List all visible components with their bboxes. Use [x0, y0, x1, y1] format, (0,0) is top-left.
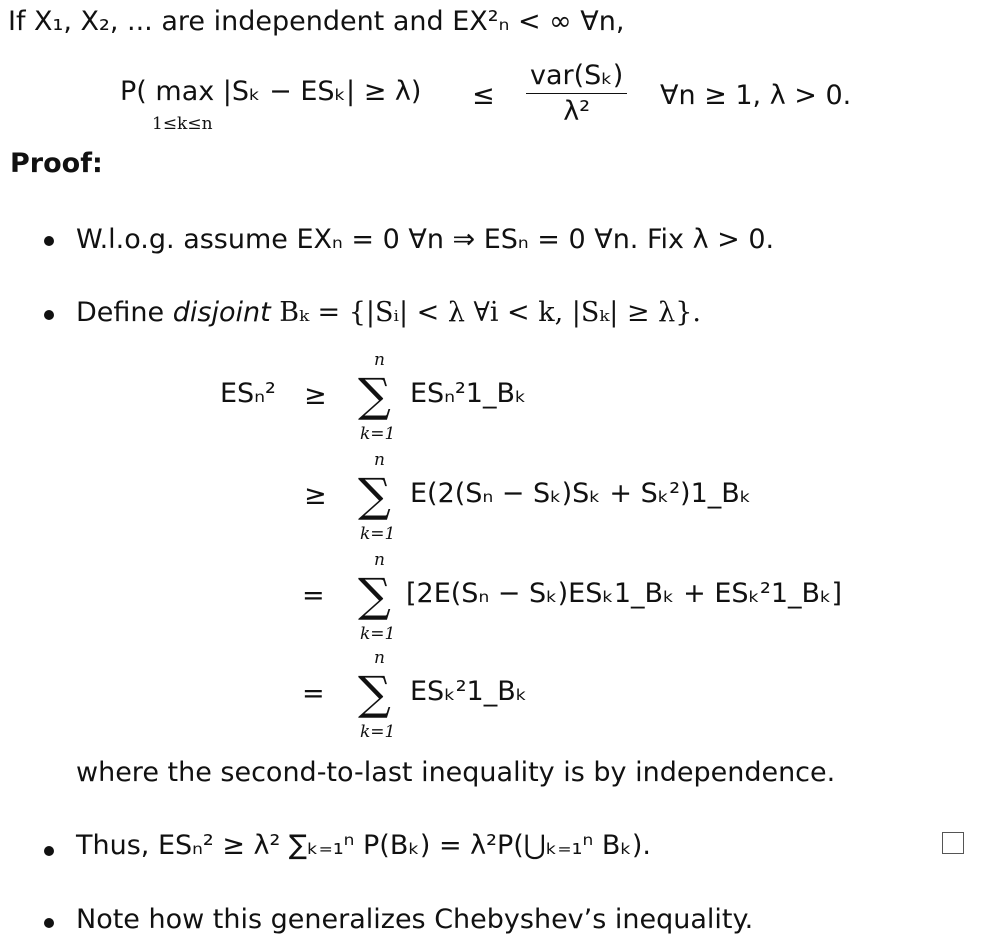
equation-relation: ≥ — [304, 480, 327, 511]
sum-upper-limit: n — [374, 648, 385, 668]
fraction-denominator: λ² — [563, 96, 591, 127]
theorem-intro: If X₁, X₂, ... are independent and EX²ₙ < ∞ ∀n, — [8, 6, 625, 37]
sum-lower-limit: k=1 — [360, 624, 396, 644]
sum-symbol: ∑ — [358, 468, 391, 522]
equation-relation: = — [302, 580, 325, 611]
bullet-define: Define disjoint Bₖ = {|Sᵢ| < λ ∀i < k, |Sₖ| ≥ λ}. — [76, 297, 701, 328]
bullet-marker — [44, 236, 54, 246]
sum-lower-limit: k=1 — [360, 424, 396, 444]
bullet-marker — [44, 310, 54, 320]
equation-term: ESₙ²1_Bₖ — [410, 378, 527, 409]
bullet-marker — [44, 918, 54, 928]
bullet-marker — [44, 846, 54, 856]
max-subscript: 1≤k≤n — [152, 114, 213, 134]
sum-upper-limit: n — [374, 350, 385, 370]
qed-box — [942, 832, 964, 854]
sum-upper-limit: n — [374, 450, 385, 470]
equation-lhs: ESₙ² — [220, 378, 276, 409]
sum-symbol: ∑ — [358, 368, 391, 422]
equation-term: ESₖ²1_Bₖ — [410, 676, 528, 707]
sum-symbol: ∑ — [358, 568, 391, 622]
sum-symbol: ∑ — [358, 666, 391, 720]
sum-lower-limit: k=1 — [360, 524, 396, 544]
proof-heading: Proof: — [10, 148, 103, 179]
theorem-inequality — [120, 76, 421, 107]
theorem-fraction — [526, 60, 627, 127]
where-line: where the second-to-last inequality is by independence. — [76, 757, 836, 788]
theorem-condition: ∀n ≥ 1, λ > 0. — [660, 80, 852, 111]
theorem-relation: ≤ — [472, 80, 495, 111]
equation-relation: ≥ — [304, 380, 327, 411]
bullet-chebyshev: Note how this generalizes Chebyshev’s inequality. — [76, 904, 754, 935]
equation-term: E(2(Sₙ − Sₖ)Sₖ + Sₖ²)1_Bₖ — [410, 478, 752, 509]
equation-term: [2E(Sₙ − Sₖ)ESₖ1_Bₖ + ESₖ²1_Bₖ] — [406, 578, 843, 609]
bullet-wlog: W.l.o.g. assume EXₙ = 0 ∀n ⇒ ESₙ = 0 ∀n. Fix λ > 0. — [76, 224, 775, 255]
sum-upper-limit: n — [374, 550, 385, 570]
fraction-numerator: var(Sₖ) — [526, 60, 627, 94]
disjoint-emphasis: disjoint — [172, 297, 271, 328]
theorem-lhs: P( max |Sₖ − ESₖ| ≥ λ) — [120, 76, 422, 107]
sum-lower-limit: k=1 — [360, 722, 396, 742]
equation-relation: = — [302, 678, 325, 709]
bullet-thus: Thus, ESₙ² ≥ λ² ∑ₖ₌₁ⁿ P(Bₖ) = λ²P(⋃ₖ₌₁ⁿ Bₖ). — [76, 830, 651, 861]
